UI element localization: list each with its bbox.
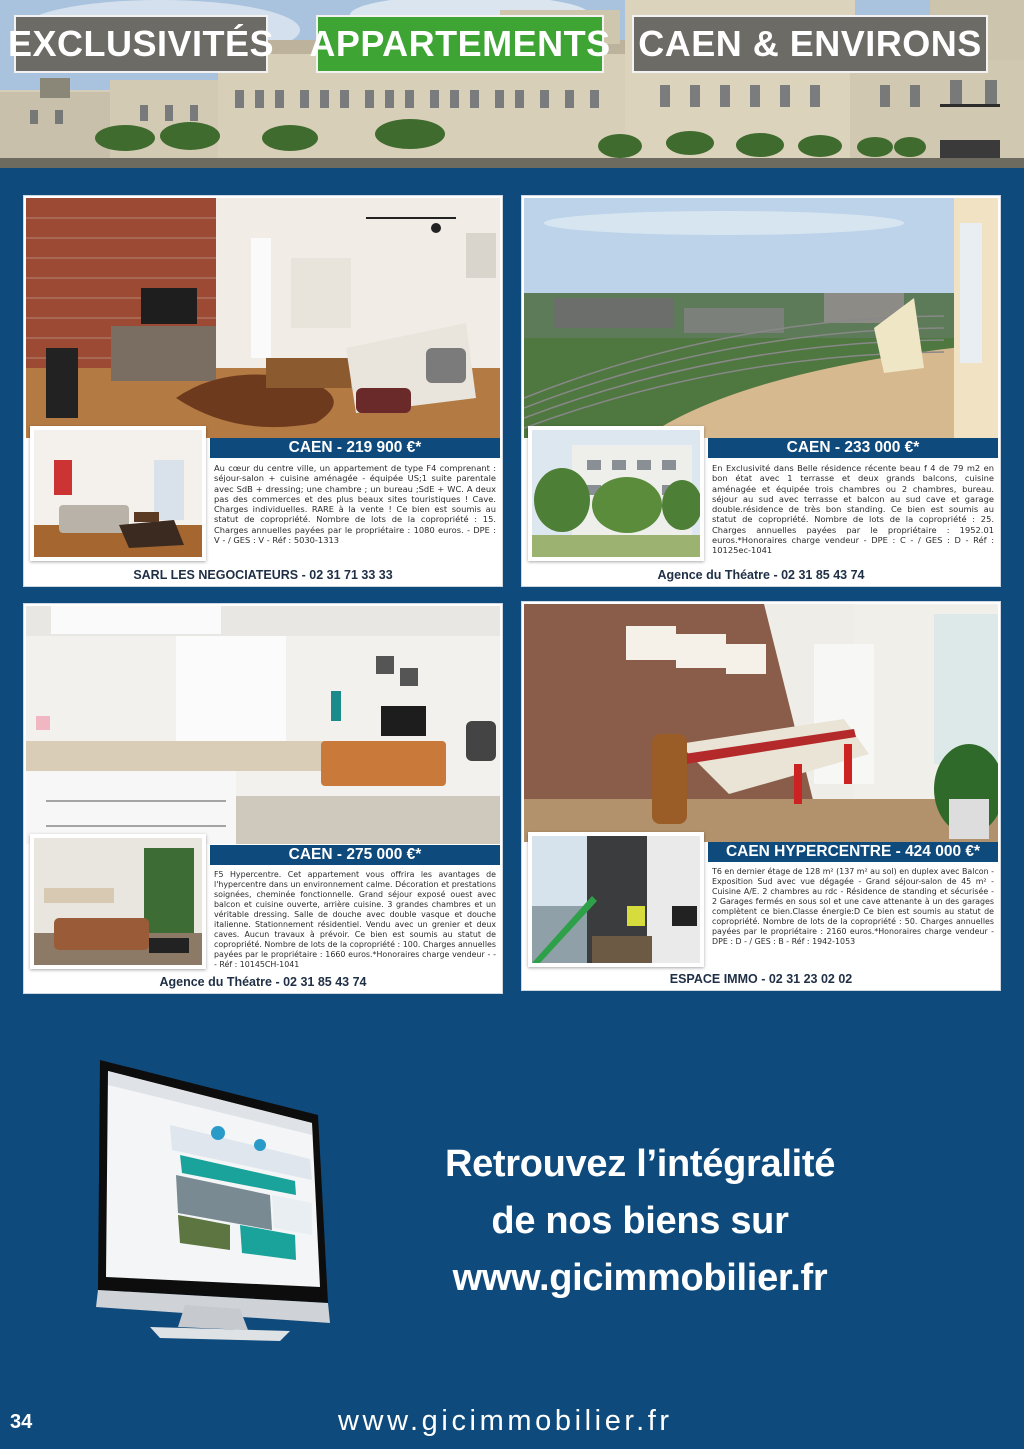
listing-card-1[interactable]	[24, 196, 502, 586]
listing-description-4: T6 en dernier étage de 128 m² (137 m² au sol) en duplex avec Balcon - Exposition Sud avec vue dégagée - Grand séjour-salon de 45 m² - Cuisine A/E. 2 chambres au rdc - Résidence de standing et sécurisée - 2 Garages fermés en sous sol et une cave attenante à un des garages complètent ce bien.Classe énergie:D Ce bien est soumis au statut de copropriété. Nombre de lots de la copropriété : 50. Charges annuelles payées par le propriétaire : 2160 euros.*Honoraires charge vendeur - DPE : D - / GES : B - Réf : 1942-1053	[712, 867, 994, 946]
promo-text	[400, 1136, 880, 1307]
listing-agency-3[interactable]: Agence du Théatre - 02 31 85 43 74	[159, 975, 367, 989]
footer-website-link[interactable]: www.gicimmobilier.fr	[338, 1405, 673, 1437]
bedroom-thumbnail	[30, 426, 206, 561]
listing-card-4[interactable]	[522, 602, 1000, 990]
listing-agency-1[interactable]: SARL LES NEGOCIATEURS - 02 31 71 33 33	[133, 568, 393, 582]
promo-line-2: de nos biens sur	[491, 1200, 789, 1242]
tag-appartements: APPARTEMENTS	[316, 15, 604, 73]
header-banner	[0, 0, 1024, 168]
living-room-photo	[26, 198, 500, 438]
listing-price-1: CAEN - 219 900 €*	[210, 438, 500, 458]
listing-card-3[interactable]	[24, 604, 502, 993]
listing-price-2: CAEN - 233 000 €*	[708, 438, 998, 458]
lounge-thumbnail	[30, 834, 206, 969]
listing-description-2: En Exclusivité dans Belle résidence récente beau f 4 de 79 m2 en bon état avec 1 terrasse et deux grands balcons, cuisine aménagée et équipée trois chambres ou 2 chambres, bureau. séjour au sud avec terrasse et balcon au sud cave et garage double.résidence de très bon standing. Ce bien est soumis au statut de copropriété. Nombre de lots de la copropriété : 25. Charges annuelles payées par le propriétaire : 1952.01 euros.*Honoraires charge vendeur - DPE : C - / GES : D - Réf : 10125ec-1041	[712, 463, 994, 556]
tag-exclusivites: EXCLUSIVITÉS	[14, 15, 268, 73]
tag-caen-environs: CAEN & ENVIRONS	[632, 15, 988, 73]
residence-thumbnail	[528, 426, 704, 561]
balcony-thumbnail	[528, 832, 704, 967]
listing-price-3: CAEN - 275 000 €*	[210, 845, 500, 865]
promo-website-link[interactable]: www.gicimmobilier.fr	[452, 1257, 828, 1299]
listing-card-2[interactable]	[522, 196, 1000, 586]
dining-room-photo	[524, 604, 998, 842]
page-number: 34	[10, 1411, 33, 1433]
kitchen-living-photo	[26, 606, 500, 844]
promo-line-1: Retrouvez l’intégralité	[444, 1143, 836, 1185]
imac-illustration	[90, 1055, 340, 1345]
listing-description-1: Au cœur du centre ville, un appartement de type F4 comprenant : séjour-salon + cuisine aménagée - équipée US;1 suite parentale avec SdB + dressing; une chambre ; un bureau ;SdE + WC. A deux pas des commerces et des plus beaux sites touristiques ! Cave. Charges individuelles. RARE à la vente ! Ce bien est soumis au statut de copropriété. Nombre de lots de la copropriété : 15. Charges annuelles payées par le propriétaire : 1080 euros. - DPE : V - / GES : V - Réf : 5030-1313	[214, 463, 496, 546]
listing-agency-4[interactable]: ESPACE IMMO - 02 31 23 02 02	[669, 972, 853, 986]
listing-description-3: F5 Hypercentre. Cet appartement vous offrira les avantages de l'hypercentre dans un environnement calme. Décoration et prestations soignées, cheminée fonctionnelle. Grand séjour exposé ouest avec balcon et cuisine ouverte, arrière cuisine. 3 grandes chambres et un véritable dressing. Salle de douche avec double vasque et douche italienne. Stationnement résidentiel. Vendu avec un grenier et deux caves. Aucun travaux à prévoir. Ce bien est soumis au statut de copropriété. Nombre de lots de la copropriété : 100. Charges annuelles payées par le propriétaire : 1660 euros.*Honoraires charge vendeur - - - Réf : 10145CH-1041	[214, 870, 496, 969]
listing-price-4: CAEN HYPERCENTRE - 424 000 €*	[708, 842, 998, 862]
listing-agency-2[interactable]: Agence du Théatre - 02 31 85 43 74	[657, 568, 865, 582]
terrace-view-photo	[524, 198, 998, 438]
